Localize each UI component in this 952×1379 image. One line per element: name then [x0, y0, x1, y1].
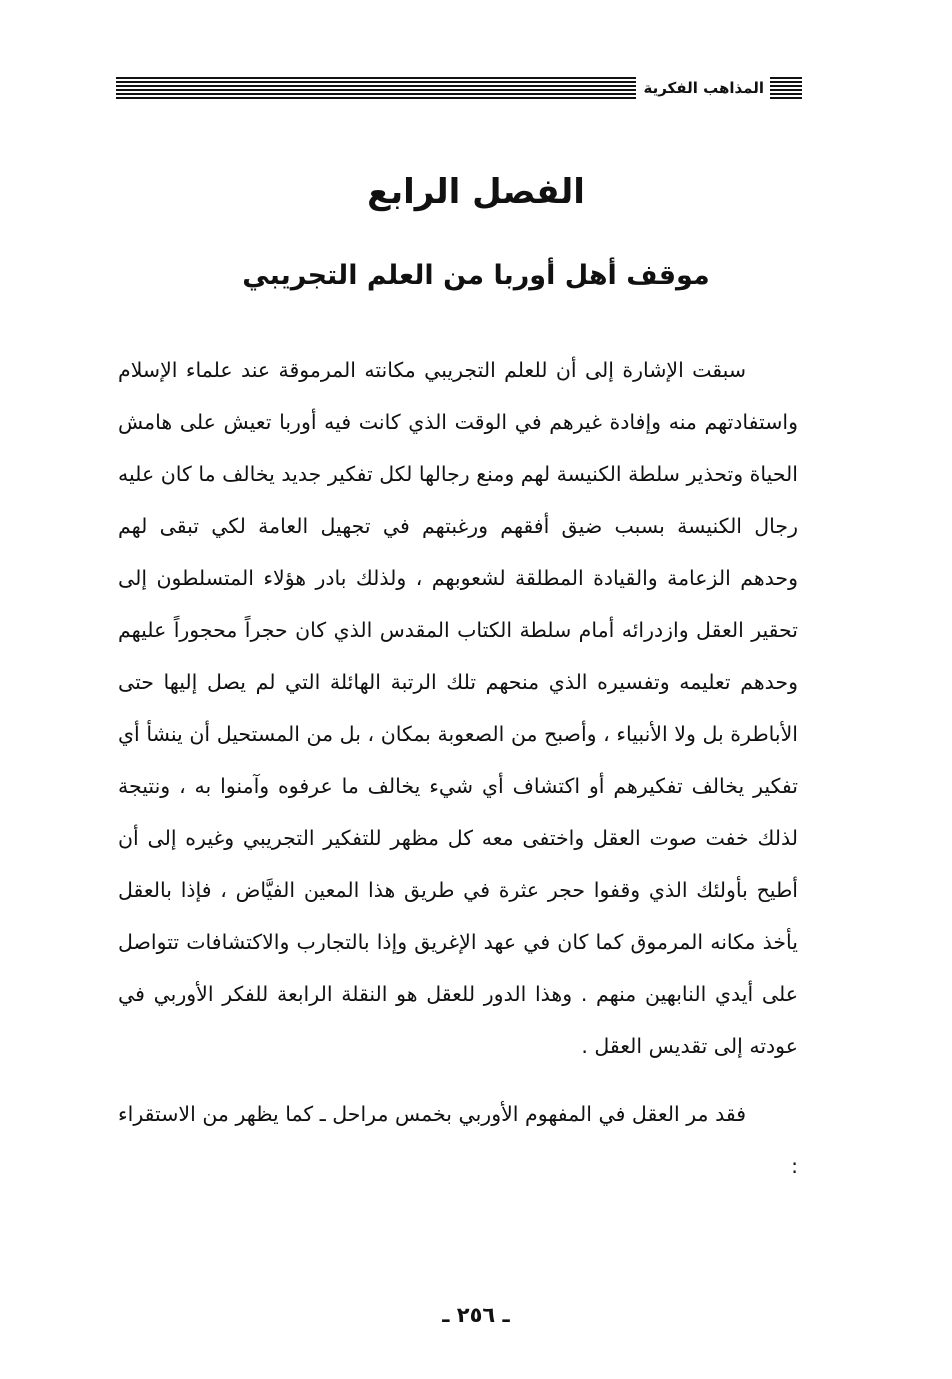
- header-rule: [116, 77, 636, 99]
- paragraph: فقد مر العقل في المفهوم الأوربي بخمس مراحل ـ كما يظهر من الاستقراء :: [118, 1102, 798, 1178]
- header-ornament: [770, 77, 802, 99]
- paragraph: سبقت الإشارة إلى أن للعلم التجريبي مكانته المرموقة عند علماء الإسلام واستفادتهم منه وإفادة غيرهم في الوقت الذي كانت فيه أوربا تعيش على هامش الحياة وتحذير سلطة الكنيسة لهم ومنع رجالها لكل تفكير جديد يخالف ما كان عليه رجال الكنيسة بسبب ضيق أفقهم ورغبتهم في تجهيل العامة لكي تبقى لهم وحدهم الزعامة والقيادة المطلقة لشعوبهم ، ولذلك بادر هؤلاء المتسلطون إلى تحقير العقل وازدرائه أمام سلطة الكتاب المقدس الذي كان حجراً محجوراً عليهم وحدهم تعليمه وتفسيره الذي منحهم تلك الرتبة الهائلة التي لم يصل إليها حتى الأباطرة بل ولا الأنبياء ، وأصبح من الصعوبة بمكان ، بل من المستحيل أن ينشأ أي تفكير يخالف تفكيرهم أو اكتشاف أي شيء يخالف ما عرفوه وآمنوا به ، ونتيجة لذلك خفت صوت العقل واختفى معه كل مظهر للتفكير التجريبي وغيره إلى أن أطيح بأولئك الذي وقفوا حجر عثرة في طريق هذا المعين الفيَّاض ، فإذا بالعقل يأخذ مكانه المرموق كما كان في عهد الإغريق وإذا بالتجارب والاكتشافات تتواصل على أيدي النابهين منهم . وهذا الدور للعقل هو النقلة الرابعة للفكر الأوربي في عودته إلى تقديس العقل .: [118, 358, 798, 1058]
- section-title: موقف أهل أوربا من العلم التجريبي: [242, 260, 710, 291]
- running-header: [116, 74, 802, 102]
- header-title: المذاهب الفكرية: [643, 79, 764, 97]
- chapter-title: الفصل الرابع: [367, 172, 585, 212]
- page-number: ـ ٢٥٦ ـ: [442, 1303, 510, 1327]
- body-text: [118, 344, 798, 1192]
